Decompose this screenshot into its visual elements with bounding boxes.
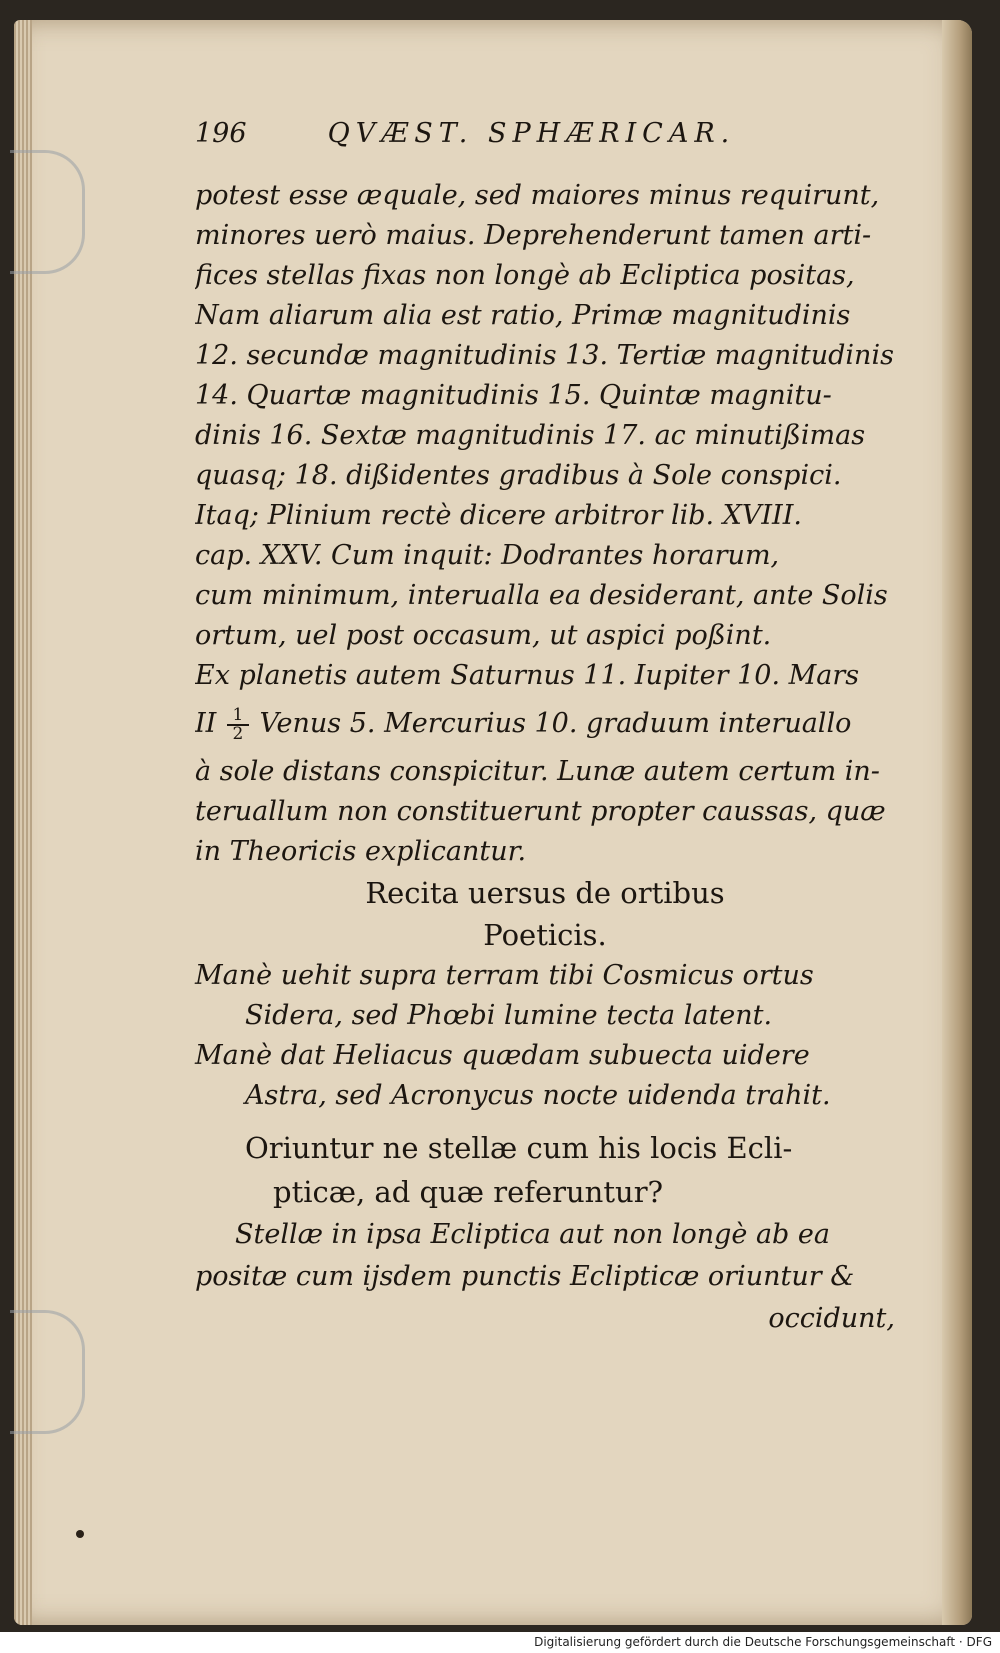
question-heading: pticæ, ad quæ referuntur? <box>273 1175 664 1209</box>
body-line: à sole distans conspicitur. Lunæ autem certum in- <box>195 756 880 787</box>
verse-line: Sidera, sed Phœbi lumine tecta latent. <box>245 1000 773 1031</box>
body-line: quasq; 18. dißidentes gradibus à Sole conspici. <box>195 460 842 491</box>
body-line: dinis 16. Sextæ magnitudinis 17. ac minutißimas <box>195 420 866 451</box>
fraction <box>227 704 249 744</box>
clip-bottom-icon <box>10 1310 85 1434</box>
question-heading: Oriuntur ne stellæ cum his locis Ecli- <box>245 1131 793 1165</box>
running-header <box>195 118 895 176</box>
body-line: cum minimum, interualla ea desiderant, ante Solis <box>195 580 888 611</box>
running-title: QVÆST. SPHÆRICAR. <box>327 118 736 149</box>
page-edge-right <box>942 20 972 1625</box>
body-line: potest esse æquale, sed maiores minus requirunt, <box>195 180 880 211</box>
fraction-before: II <box>195 708 217 739</box>
ink-spot <box>76 1530 84 1538</box>
body-line: minores uerò maius. Deprehenderunt tamen arti- <box>195 220 872 251</box>
answer-line: occidunt, <box>768 1303 895 1334</box>
clip-top-icon <box>10 150 85 274</box>
body-line: cap. XXV. Cum inquit: Dodrantes horarum, <box>195 540 780 571</box>
body-line: 12. secundæ magnitudinis 13. Tertiæ magnitudinis <box>195 340 894 371</box>
body-line: teruallum non constituerunt propter caussas, quæ <box>195 796 886 827</box>
body-line: 14. Quartæ magnitudinis 15. Quintæ magnitu- <box>195 380 832 411</box>
fraction-numerator: 1 <box>232 704 244 725</box>
fraction-after: Venus 5. Mercurius 10. graduum interuallo <box>259 708 852 739</box>
page-text <box>195 118 895 1340</box>
verse-line: Manè dat Heliacus quædam subuecta uidere <box>195 1040 810 1071</box>
verse-line: Astra, sed Acronycus nocte uidenda trahit. <box>245 1080 831 1111</box>
fraction-denominator: 2 <box>232 723 244 744</box>
digitization-credit: Digitalisierung gefördert durch die Deutsche Forschungsgemeinschaft · DFG <box>534 1635 992 1649</box>
verse-line: Manè uehit supra terram tibi Cosmicus ortus <box>195 960 814 991</box>
body-line: in Theoricis explicantur. <box>195 836 527 867</box>
body-line: ortum, uel post occasum, ut aspici poßint. <box>195 620 772 651</box>
fraction-line <box>195 696 895 752</box>
body-line: Nam aliarum alia est ratio, Primæ magnitudinis <box>195 300 851 331</box>
section-heading: Recita uersus de ortibus <box>365 876 725 910</box>
body-line: Itaq; Plinium rectè dicere arbitror lib. XVIII. <box>195 500 802 531</box>
body-line: fices stellas fixas non longè ab Ecliptica positas, <box>195 260 855 291</box>
body-line: Ex planetis autem Saturnus 11. Iupiter 10. Mars <box>195 660 860 691</box>
answer-line: Stellæ in ipsa Ecliptica aut non longè ab ea <box>235 1219 830 1250</box>
page-number: 196 <box>195 118 247 149</box>
section-heading: Poeticis. <box>483 918 607 952</box>
answer-line: positæ cum ijsdem punctis Eclipticæ oriuntur & <box>195 1261 855 1292</box>
